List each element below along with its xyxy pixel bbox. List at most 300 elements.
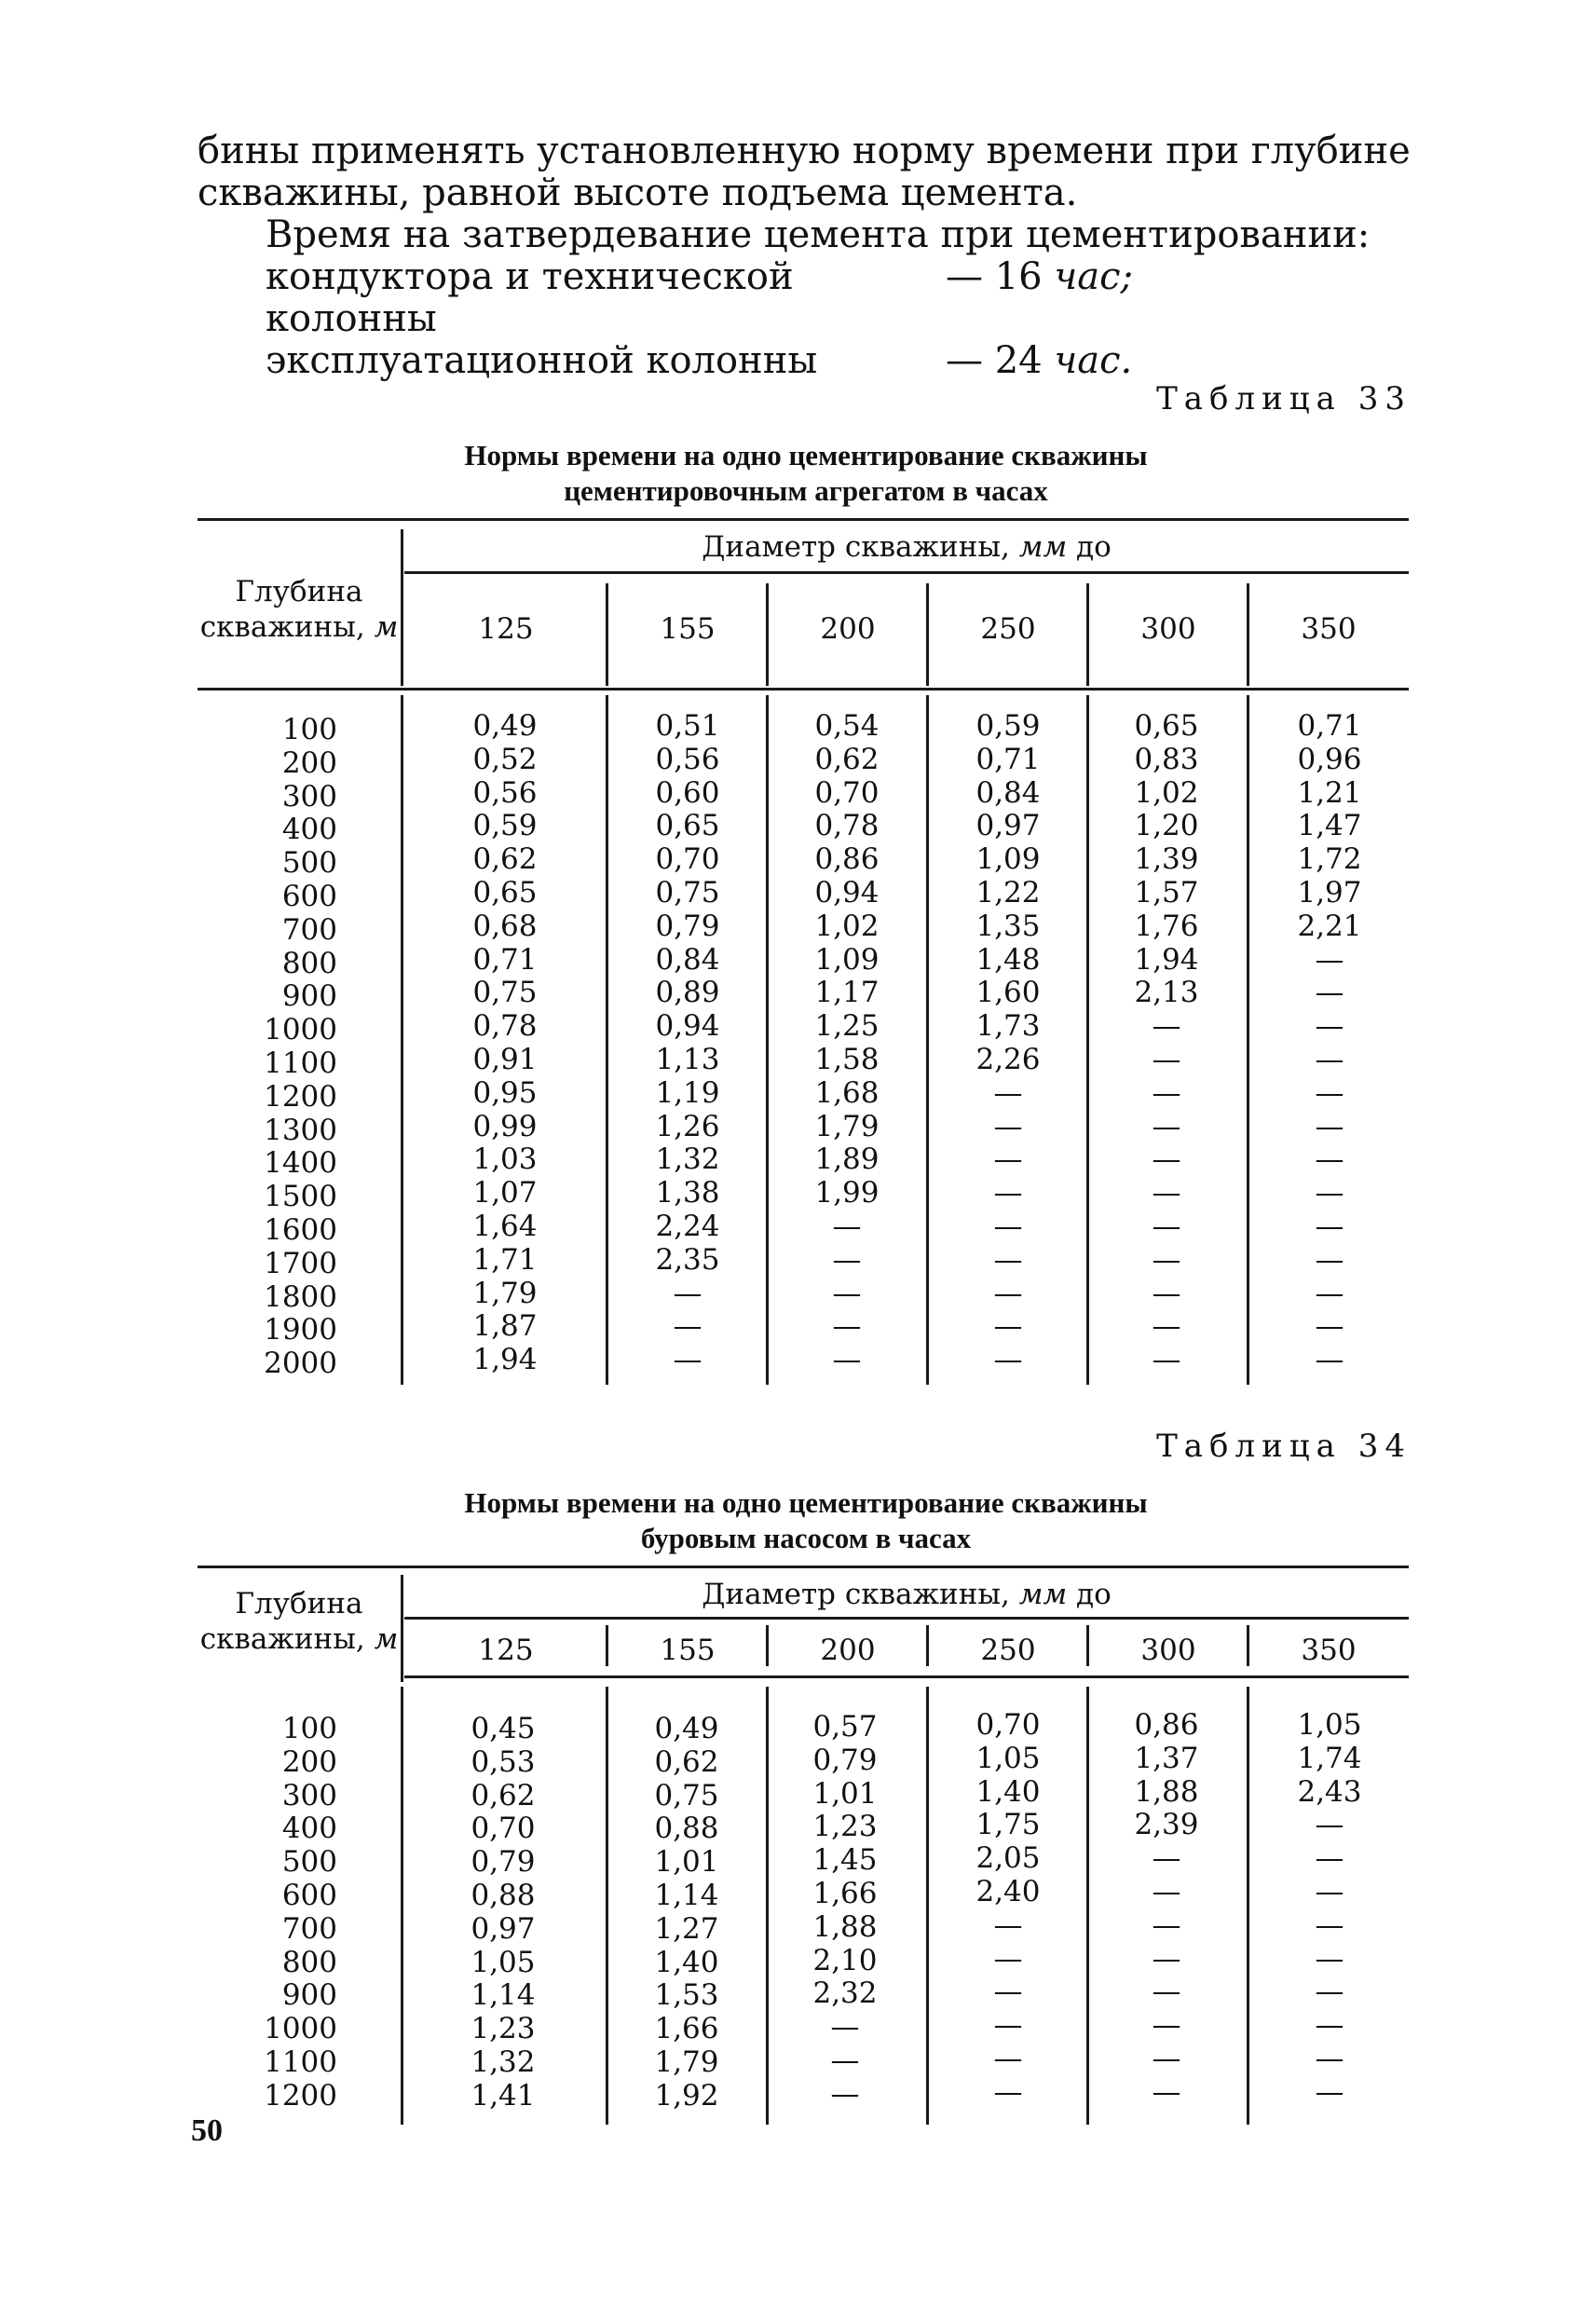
column-divider xyxy=(926,1687,929,2125)
value-cell: — xyxy=(993,1142,1023,1177)
diameter-column-header: 155 xyxy=(660,1634,716,1667)
diameter-column-header: 125 xyxy=(478,1634,534,1667)
value-cell: 0,83 xyxy=(1134,742,1199,776)
value-cell: 0,62 xyxy=(814,742,880,776)
column-divider xyxy=(1247,1625,1249,1666)
depth-cell: 600 xyxy=(281,1878,337,1912)
value-cell: 1,75 xyxy=(975,1808,1041,1842)
value-cell: — xyxy=(1315,1142,1344,1177)
depth-cell: 600 xyxy=(281,879,337,913)
value-cell: — xyxy=(1315,1309,1344,1344)
value-cell: 1,13 xyxy=(655,1042,720,1076)
value-cell: 0,62 xyxy=(472,842,538,877)
diameter-header-word: Диаметр скважины, xyxy=(702,530,1010,564)
value-cell: 2,40 xyxy=(975,1874,1041,1908)
value-cell: 1,45 xyxy=(812,1843,878,1878)
value-cell: — xyxy=(993,1109,1023,1143)
depth-cell: 300 xyxy=(281,779,337,814)
diameter-column-header: 250 xyxy=(980,612,1036,646)
table-33-title xyxy=(280,438,1332,509)
value-cell: 1,89 xyxy=(814,1142,880,1177)
depth-header-line xyxy=(198,1621,401,1657)
value-cell: 1,35 xyxy=(975,909,1041,943)
table-33-label: Таблица 33 xyxy=(1156,380,1412,417)
value-cell: — xyxy=(1315,2074,1344,2109)
value-cell: 0,59 xyxy=(472,809,538,843)
value-cell: — xyxy=(1152,1874,1181,1908)
depth-header-line: Глубина xyxy=(235,575,363,609)
intro-line-2: скважины, равной высоте подъема цемента. xyxy=(198,171,1078,214)
value-cell: 1,20 xyxy=(1134,809,1199,843)
depth-cell: 700 xyxy=(281,1911,337,1946)
item-unit: час; xyxy=(1054,255,1133,298)
value-cell: 0,78 xyxy=(472,1009,538,1044)
depth-cell: 1100 xyxy=(264,1046,337,1080)
depth-header-line: Глубина xyxy=(235,1587,363,1620)
value-column xyxy=(1264,1709,1395,2110)
column-divider xyxy=(1247,1687,1249,2125)
column-divider xyxy=(606,1687,608,2125)
value-cell: — xyxy=(832,1209,862,1243)
value-cell: 1,07 xyxy=(472,1176,538,1210)
depth-cell: 2000 xyxy=(264,1347,337,1381)
value-cell: — xyxy=(1315,942,1344,977)
value-cell: 1,87 xyxy=(472,1309,538,1344)
depth-unit: м xyxy=(374,610,399,644)
value-cell: 1,09 xyxy=(814,942,880,977)
value-cell: 0,84 xyxy=(975,775,1041,810)
depth-column xyxy=(198,714,337,1381)
table-title-line: буровым насосом в часах xyxy=(640,1522,972,1554)
column-divider xyxy=(401,529,403,686)
value-cell: — xyxy=(1315,1841,1344,1876)
value-cell: 0,75 xyxy=(654,1778,719,1812)
diameter-suffix: до xyxy=(1076,1578,1112,1611)
value-cell: 1,88 xyxy=(1134,1774,1199,1809)
value-cell: 2,32 xyxy=(812,1976,878,2011)
depth-header-word: скважины, xyxy=(199,610,365,644)
depth-cell: 800 xyxy=(281,946,337,980)
depth-cell: 1100 xyxy=(264,2044,337,2079)
value-column xyxy=(782,710,912,1377)
diameter-suffix: до xyxy=(1076,530,1112,564)
depth-cell: 400 xyxy=(281,813,337,847)
depth-cell: 1800 xyxy=(264,1279,337,1314)
item-label: эксплуатационной колонны xyxy=(266,339,818,382)
value-cell: 1,94 xyxy=(1134,942,1199,977)
value-cell: 1,71 xyxy=(472,1242,538,1277)
depth-cell: 1300 xyxy=(264,1113,337,1147)
table-rule xyxy=(198,1566,1409,1568)
value-cell: 1,32 xyxy=(471,2044,536,2079)
value-cell: — xyxy=(1152,1075,1181,1110)
value-cell: — xyxy=(1152,1042,1181,1076)
value-column xyxy=(440,710,570,1377)
depth-cell: 500 xyxy=(281,1845,337,1880)
value-cell: — xyxy=(673,1309,703,1344)
column-divider xyxy=(401,1687,403,2125)
value-cell: — xyxy=(1315,1109,1344,1143)
value-cell: 0,54 xyxy=(814,709,880,743)
value-cell: 0,65 xyxy=(1134,709,1199,743)
value-cell: 0,65 xyxy=(472,875,538,909)
value-cell: — xyxy=(993,1343,1023,1377)
diameter-column-header: 350 xyxy=(1301,1634,1357,1667)
value-cell: — xyxy=(1152,1009,1181,1044)
value-cell: 1,73 xyxy=(975,1009,1041,1044)
value-cell: 0,68 xyxy=(472,909,538,943)
value-cell: — xyxy=(1315,1176,1344,1210)
value-cell: 0,71 xyxy=(975,742,1041,776)
value-cell: 1,03 xyxy=(472,1142,538,1177)
diameter-column-header: 300 xyxy=(1140,1634,1196,1667)
value-cell: 0,79 xyxy=(655,909,720,943)
column-divider xyxy=(926,1625,929,1666)
value-cell: 1,32 xyxy=(655,1142,720,1177)
item-label: кондуктора и технической колонны xyxy=(266,255,794,340)
column-divider xyxy=(606,583,608,686)
value-cell: 0,70 xyxy=(814,775,880,810)
value-cell: 0,52 xyxy=(472,742,538,776)
value-cell: 1,40 xyxy=(975,1774,1041,1809)
value-cell: 1,23 xyxy=(812,1810,878,1844)
value-cell: 0,49 xyxy=(654,1712,719,1745)
value-cell: — xyxy=(1152,1908,1181,1942)
value-cell: 0,53 xyxy=(471,1744,536,1779)
value-cell: — xyxy=(1315,2008,1344,2043)
column-divider xyxy=(606,1625,608,1666)
value-cell: — xyxy=(1315,1908,1344,1942)
depth-cell: 1400 xyxy=(264,1146,337,1181)
value-cell: 2,35 xyxy=(655,1242,720,1277)
value-cell: 2,10 xyxy=(812,1943,878,1977)
value-column xyxy=(1101,1709,1232,2110)
value-cell: 1,60 xyxy=(975,976,1041,1010)
depth-cell: 1000 xyxy=(264,1013,337,1047)
value-cell: 0,65 xyxy=(655,809,720,843)
value-cell: 1,66 xyxy=(812,1876,878,1910)
value-cell: — xyxy=(1152,1975,1181,2009)
value-cell: 0,57 xyxy=(812,1710,878,1744)
value-cell: — xyxy=(993,1276,1023,1310)
value-column xyxy=(1101,710,1232,1377)
value-cell: — xyxy=(1152,1109,1181,1143)
value-cell: 0,79 xyxy=(471,1845,536,1880)
value-cell: 2,39 xyxy=(1134,1808,1199,1842)
depth-cell: 1200 xyxy=(264,1079,337,1114)
value-cell: 1,14 xyxy=(471,1978,536,2013)
depth-cell: 1900 xyxy=(264,1313,337,1347)
intro-line-1: бины применять установленную норму времени при глубине xyxy=(198,130,1411,172)
table-rule xyxy=(198,688,1409,691)
value-cell: — xyxy=(993,2074,1023,2109)
column-divider xyxy=(926,583,929,686)
value-cell: 1,01 xyxy=(654,1845,719,1880)
value-cell: — xyxy=(832,1242,862,1277)
column-divider xyxy=(1247,583,1249,686)
depth-cell: 100 xyxy=(281,1712,337,1745)
value-cell: — xyxy=(673,1276,703,1310)
value-cell: — xyxy=(1315,1042,1344,1076)
depth-cell: 500 xyxy=(281,846,337,881)
value-cell: — xyxy=(1152,1841,1181,1876)
depth-cell: 1700 xyxy=(264,1246,337,1280)
value-cell: — xyxy=(830,2010,860,2044)
depth-cell: 900 xyxy=(281,979,337,1014)
value-cell: 0,86 xyxy=(814,842,880,877)
value-cell: — xyxy=(1152,2074,1181,2109)
value-cell: 2,21 xyxy=(1297,909,1362,943)
depth-cell: 200 xyxy=(281,1744,337,1779)
value-cell: 1,92 xyxy=(654,2078,719,2113)
value-cell: 1,68 xyxy=(814,1075,880,1110)
value-cell: 1,09 xyxy=(975,842,1041,877)
diameter-column-header: 200 xyxy=(820,612,876,646)
value-cell: — xyxy=(1315,1075,1344,1110)
depth-column xyxy=(198,1713,337,2113)
value-column xyxy=(943,1709,1073,2110)
value-cell: 1,27 xyxy=(654,1911,719,1946)
value-cell: 0,70 xyxy=(975,1708,1041,1742)
table-rule xyxy=(198,518,1409,521)
value-cell: 1,57 xyxy=(1134,875,1199,909)
value-cell: 1,19 xyxy=(655,1075,720,1110)
value-cell: 1,17 xyxy=(814,976,880,1010)
value-cell: — xyxy=(1315,1808,1344,1842)
value-cell: — xyxy=(1152,1343,1181,1377)
value-column xyxy=(622,710,753,1377)
value-cell: 0,96 xyxy=(1297,742,1362,776)
value-cell: — xyxy=(1152,1209,1181,1243)
depth-cell: 300 xyxy=(281,1778,337,1812)
depth-header-word: скважины, xyxy=(199,1622,365,1656)
value-cell: 1,01 xyxy=(812,1776,878,1811)
depth-unit: м xyxy=(374,1622,399,1656)
diameter-column-header: 250 xyxy=(980,1634,1036,1667)
value-cell: 1,05 xyxy=(1297,1708,1362,1742)
value-cell: 1,48 xyxy=(975,942,1041,977)
value-cell: — xyxy=(1315,976,1344,1010)
column-divider xyxy=(606,695,608,1385)
value-cell: — xyxy=(1315,1209,1344,1243)
depth-cell: 400 xyxy=(281,1812,337,1846)
page-number: 50 xyxy=(191,2113,223,2148)
value-cell: 1,79 xyxy=(654,2044,719,2079)
value-column xyxy=(438,1713,568,2113)
value-cell: 1,99 xyxy=(814,1176,880,1210)
value-cell: — xyxy=(1152,1142,1181,1177)
cement-time-item-production xyxy=(198,340,1409,382)
diameter-column-header: 200 xyxy=(820,1634,876,1667)
value-cell: — xyxy=(830,2076,860,2111)
value-cell: — xyxy=(1152,1176,1181,1210)
value-cell: 1,72 xyxy=(1297,842,1362,877)
column-divider xyxy=(1086,695,1089,1385)
value-cell: — xyxy=(832,1309,862,1344)
value-cell: 0,78 xyxy=(814,809,880,843)
value-cell: 1,40 xyxy=(654,1945,719,1979)
cement-time-item-conductor xyxy=(198,256,1409,340)
value-cell: 0,94 xyxy=(814,875,880,909)
item-unit: час. xyxy=(1054,339,1133,382)
value-cell: 1,05 xyxy=(975,1741,1041,1775)
value-cell: — xyxy=(1152,1242,1181,1277)
column-divider xyxy=(766,1687,769,2125)
value-cell: 0,62 xyxy=(471,1778,536,1812)
value-cell: 1,64 xyxy=(472,1209,538,1243)
value-cell: 0,97 xyxy=(975,809,1041,843)
value-cell: 1,79 xyxy=(814,1109,880,1143)
column-divider xyxy=(1086,1687,1089,2125)
depth-cell: 1200 xyxy=(264,2078,337,2113)
depth-cell: 1000 xyxy=(264,2012,337,2046)
depth-cell: 700 xyxy=(281,912,337,947)
diameter-header xyxy=(404,1577,1409,1612)
value-cell: 0,84 xyxy=(655,942,720,977)
value-cell: 1,94 xyxy=(472,1343,538,1377)
value-cell: — xyxy=(993,1242,1023,1277)
value-cell: 1,66 xyxy=(654,2012,719,2046)
value-cell: 0,99 xyxy=(472,1109,538,1143)
value-cell: 0,45 xyxy=(471,1712,536,1745)
value-cell: 0,88 xyxy=(654,1812,719,1846)
value-cell: 1,76 xyxy=(1134,909,1199,943)
value-cell: 0,97 xyxy=(471,1911,536,1946)
value-cell: — xyxy=(1315,1343,1344,1377)
value-cell: 0,56 xyxy=(655,742,720,776)
depth-cell: 1500 xyxy=(264,1180,337,1214)
value-cell: 1,14 xyxy=(654,1878,719,1912)
value-cell: 1,74 xyxy=(1297,1741,1362,1775)
value-cell: 0,86 xyxy=(1134,1708,1199,1742)
value-cell: 0,70 xyxy=(655,842,720,877)
value-cell: — xyxy=(1315,1941,1344,1976)
column-divider xyxy=(1086,583,1089,686)
value-cell: 1,97 xyxy=(1297,875,1362,909)
value-column xyxy=(943,710,1073,1377)
diameter-unit: мм xyxy=(1018,1578,1068,1611)
column-divider xyxy=(1086,1625,1089,1666)
value-cell: — xyxy=(993,1975,1023,2009)
value-cell: 0,60 xyxy=(655,775,720,810)
value-cell: 0,95 xyxy=(472,1075,538,1110)
intro-line-3: Время на затвердевание цемента при цементировании: xyxy=(266,213,1371,256)
value-cell: 0,56 xyxy=(472,775,538,810)
item-value: — 24 xyxy=(946,339,1043,382)
table-title-line: Нормы времени на одно цементирование скважины xyxy=(464,1486,1148,1519)
value-cell: 1,79 xyxy=(472,1276,538,1310)
value-cell: 1,41 xyxy=(471,2078,536,2113)
value-cell: 0,75 xyxy=(655,875,720,909)
value-cell: — xyxy=(1315,1242,1344,1277)
diameter-header xyxy=(404,529,1409,565)
table-rule xyxy=(404,1675,1409,1678)
value-column xyxy=(1264,710,1395,1377)
value-cell: — xyxy=(673,1343,703,1377)
value-cell: — xyxy=(1315,1276,1344,1310)
value-cell: 1,58 xyxy=(814,1042,880,1076)
diameter-header-word: Диаметр скважины, xyxy=(702,1578,1010,1611)
value-cell: 1,47 xyxy=(1297,809,1362,843)
value-cell: 2,13 xyxy=(1134,976,1199,1010)
value-cell: 0,59 xyxy=(975,709,1041,743)
value-cell: — xyxy=(832,1343,862,1377)
table-rule xyxy=(404,571,1409,574)
table-34-label: Таблица 34 xyxy=(1156,1428,1412,1465)
column-divider xyxy=(766,583,769,686)
value-cell: 2,26 xyxy=(975,1042,1041,1076)
diameter-column-header: 350 xyxy=(1301,612,1357,646)
diameter-unit: мм xyxy=(1018,530,1068,564)
value-cell: — xyxy=(1152,1309,1181,1344)
depth-cell: 200 xyxy=(281,745,337,780)
depth-cell: 100 xyxy=(281,713,337,746)
value-cell: 0,51 xyxy=(655,709,720,743)
diameter-column-header: 125 xyxy=(478,612,534,646)
value-cell: 0,70 xyxy=(471,1812,536,1846)
value-cell: — xyxy=(993,1941,1023,1976)
value-cell: 1,37 xyxy=(1134,1741,1199,1775)
value-cell: — xyxy=(993,1176,1023,1210)
value-cell: 1,53 xyxy=(654,1978,719,2013)
value-cell: 0,79 xyxy=(812,1743,878,1777)
value-cell: 1,25 xyxy=(814,1009,880,1044)
value-cell: — xyxy=(1315,2041,1344,2075)
item-value: — 16 xyxy=(946,255,1043,298)
column-divider xyxy=(401,1575,403,1682)
table-title-line: цементировочным агрегатом в часах xyxy=(564,474,1048,507)
depth-header xyxy=(198,574,401,645)
depth-header-line xyxy=(198,609,401,645)
value-cell: — xyxy=(1152,2041,1181,2075)
value-cell: — xyxy=(1152,2008,1181,2043)
value-cell: 0,71 xyxy=(472,942,538,977)
value-cell: 1,88 xyxy=(812,1909,878,1944)
value-cell: — xyxy=(993,2008,1023,2043)
value-cell: — xyxy=(993,2041,1023,2075)
column-divider xyxy=(926,695,929,1385)
value-cell: 1,02 xyxy=(814,909,880,943)
value-cell: 1,26 xyxy=(655,1109,720,1143)
value-cell: 1,22 xyxy=(975,875,1041,909)
column-divider xyxy=(766,1625,769,1666)
table-34 xyxy=(198,1566,1409,2134)
column-divider xyxy=(401,695,403,1385)
value-cell: — xyxy=(1152,1941,1181,1976)
value-cell: — xyxy=(993,1309,1023,1344)
value-cell: — xyxy=(1315,1975,1344,2009)
diameter-column-header: 155 xyxy=(660,612,716,646)
value-cell: — xyxy=(993,1209,1023,1243)
intro-text xyxy=(198,130,1409,382)
value-cell: 1,02 xyxy=(1134,775,1199,810)
table-title-line: Нормы времени на одно цементирование скважины xyxy=(464,439,1148,472)
value-cell: 2,24 xyxy=(655,1209,720,1243)
value-cell: 0,89 xyxy=(655,976,720,1010)
value-cell: 0,62 xyxy=(654,1744,719,1779)
depth-cell: 1600 xyxy=(264,1212,337,1247)
value-cell: 2,43 xyxy=(1297,1774,1362,1809)
depth-header xyxy=(198,1586,401,1657)
value-cell: — xyxy=(832,1276,862,1310)
value-cell: — xyxy=(1315,1874,1344,1908)
column-divider xyxy=(766,695,769,1385)
value-column xyxy=(780,1711,910,2112)
value-cell: 0,71 xyxy=(1297,709,1362,743)
value-cell: 1,21 xyxy=(1297,775,1362,810)
value-cell: — xyxy=(993,1908,1023,1942)
value-cell: — xyxy=(1315,1009,1344,1044)
